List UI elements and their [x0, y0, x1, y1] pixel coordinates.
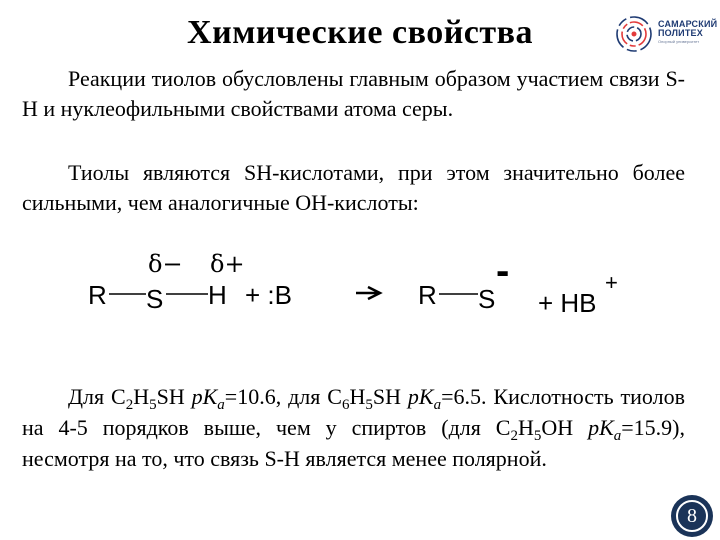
base-label: + :B: [245, 280, 292, 310]
formula-sub: 6: [341, 397, 350, 413]
formula-sh: SH: [372, 384, 408, 409]
pka-value: =6.5.: [441, 384, 487, 409]
page-number-badge: [671, 495, 713, 537]
formula-oh: OH: [541, 415, 589, 440]
formula-h: H: [517, 415, 534, 440]
reactant-h-label: H: [208, 280, 227, 310]
logo-line-2: ПОЛИТЕХ: [658, 28, 703, 38]
cation-charge-label: +: [605, 270, 618, 295]
product-r-label: R: [418, 280, 437, 310]
slide-title: Химические свойства: [187, 14, 533, 51]
text-for: для: [281, 384, 328, 409]
formula-h: H: [349, 384, 366, 409]
formula-c: C: [327, 384, 342, 409]
reaction-scheme: [0, 232, 720, 332]
logo-line-3: Опорный университет: [658, 39, 700, 44]
text-for: Для: [68, 384, 111, 409]
reactant-r-label: R: [88, 280, 107, 310]
page-number: 8: [676, 500, 708, 532]
reaction-arrow-icon: [356, 287, 380, 299]
formula-sub: 5: [533, 428, 542, 444]
paragraph-thiol-reactions: Реакции тиолов обусловлены главным образом участием связи S-H и нуклеофильными свойствами атома серы.: [22, 66, 685, 121]
formula-sub: 2: [125, 397, 134, 413]
pka-symbol: pK: [407, 384, 434, 409]
pka-value: =10.6,: [224, 384, 282, 409]
formula-sub: 2: [510, 428, 518, 444]
pka-subscript: a: [613, 428, 622, 444]
paragraph-pka-values: [22, 381, 685, 474]
formula-sub: 5: [149, 397, 157, 413]
product-s-label: S: [478, 284, 496, 314]
text-acidity: Кислотность тиолов на 4-5 порядков выше, чем у спиртов (для: [22, 384, 686, 440]
logo-emblem-icon: [614, 14, 654, 54]
conjugate-acid-label: + HB: [538, 288, 597, 318]
reactant-s-label: S: [146, 284, 164, 314]
university-logo: [614, 14, 718, 54]
formula-sub: 5: [365, 397, 373, 413]
pka-subscript: a: [217, 397, 225, 413]
paragraph-sh-acids: Тиолы являются SH-кислотами, при этом значительно более сильными, чем аналогичные OH-кислоты:: [22, 160, 685, 215]
pka-symbol: pK: [588, 415, 614, 440]
formula-h: H: [133, 384, 150, 409]
delta-minus-label: δ−: [148, 250, 183, 278]
formula-c: C: [111, 384, 126, 409]
logo-line-1: САМАРСКИЙ: [658, 19, 718, 29]
pka-value: =15.9),: [621, 415, 685, 440]
formula-sh: SH: [156, 384, 192, 409]
formula-c: C: [495, 415, 511, 440]
pka-symbol: pK: [191, 384, 218, 409]
delta-plus-label: δ+: [210, 250, 245, 278]
anion-charge-label: -: [496, 249, 510, 293]
text-polarity: несмотря на то, что связь S-H является менее полярной.: [22, 446, 547, 471]
pka-subscript: a: [433, 397, 442, 413]
